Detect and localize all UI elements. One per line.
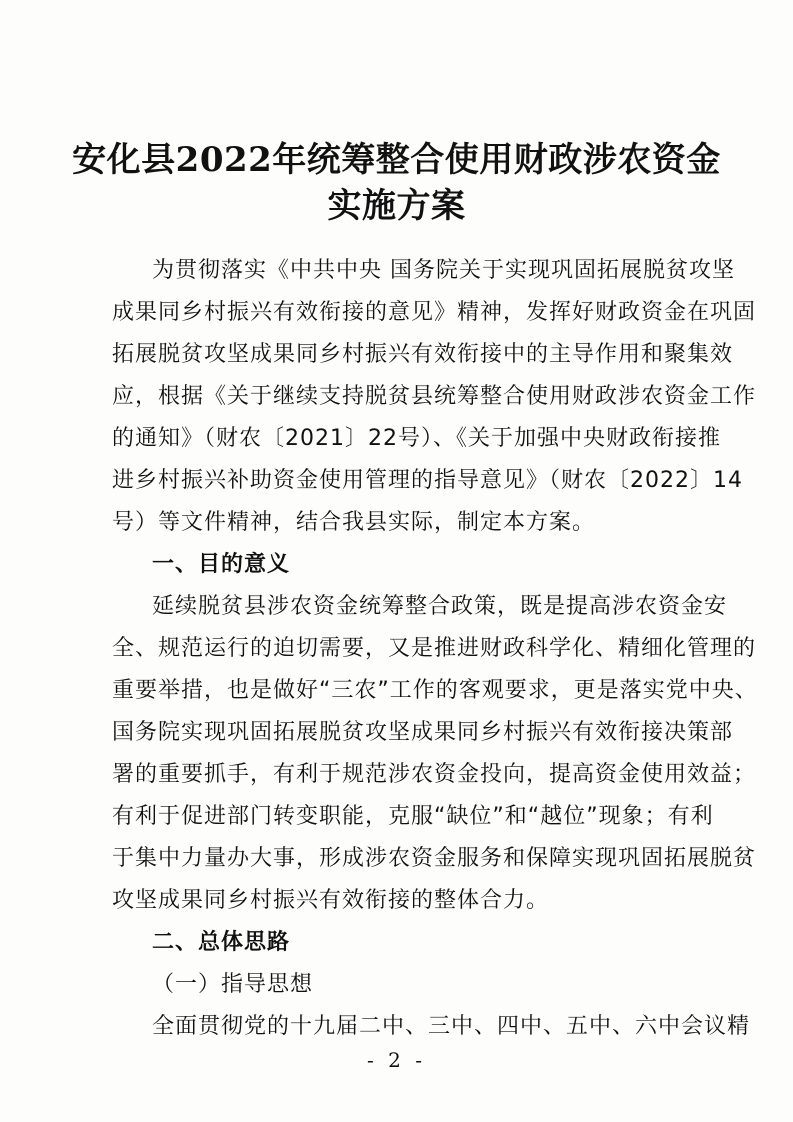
page-number: - 2 -: [367, 1048, 426, 1072]
section-heading-purpose: 一、目的意义: [152, 552, 291, 577]
document-title-line1: 安化县2022年统筹整合使用财政涉农资金: [72, 140, 721, 180]
section1-line: 延续脱贫县涉农资金统筹整合政策，既是提高涉农资金安: [152, 594, 728, 619]
section1-line: 重要举措，也是做好“三农”工作的客观要求，更是落实党中央、: [112, 678, 758, 703]
section1-line: 有利于促进部门转变职能，克服“缺位”和“越位”现象；有利: [112, 804, 714, 829]
subsection-heading-guiding-thought: （一）指导思想: [152, 972, 314, 997]
intro-line: 为贯彻落实《中共中央 国务院关于实现巩固拓展脱贫攻坚: [152, 258, 735, 283]
section1-line: 攻坚成果同乡村振兴有效衔接的整体合力。: [112, 888, 550, 913]
intro-line: 应，根据《关于继续支持脱贫县统筹整合使用财政涉农资金工作: [112, 384, 757, 409]
intro-line: 拓展脱贫攻坚成果同乡村振兴有效衔接中的主导作用和聚集效: [112, 342, 734, 367]
section-heading-overall-approach: 二、总体思路: [152, 930, 291, 955]
section1-line: 于集中力量办大事，形成涉农资金服务和保障实现巩固拓展脱贫: [112, 846, 757, 871]
section1-line: 署的重要抓手，有利于规范涉农资金投向，提高资金使用效益；: [112, 762, 757, 787]
intro-line: 的通知》（财农〔2021〕22号）、《关于加强中央财政衔接推: [112, 426, 721, 451]
section2-line: 全面贯彻党的十九届二中、三中、四中、五中、六中会议精: [152, 1014, 751, 1039]
intro-line: 号）等文件精神，结合我县实际，制定本方案。: [112, 510, 596, 535]
section1-line: 全、规范运行的迫切需要，又是推进财政科学化、精细化管理的: [112, 636, 757, 661]
document-title-line2: 实施方案: [327, 186, 466, 226]
intro-line: 成果同乡村振兴有效衔接的意见》精神，发挥好财政资金在巩固: [112, 300, 757, 325]
section1-line: 国务院实现巩固拓展脱贫攻坚成果同乡村振兴有效衔接决策部: [112, 720, 734, 745]
intro-line: 进乡村振兴补助资金使用管理的指导意见》（财农〔2022〕14: [112, 468, 743, 493]
